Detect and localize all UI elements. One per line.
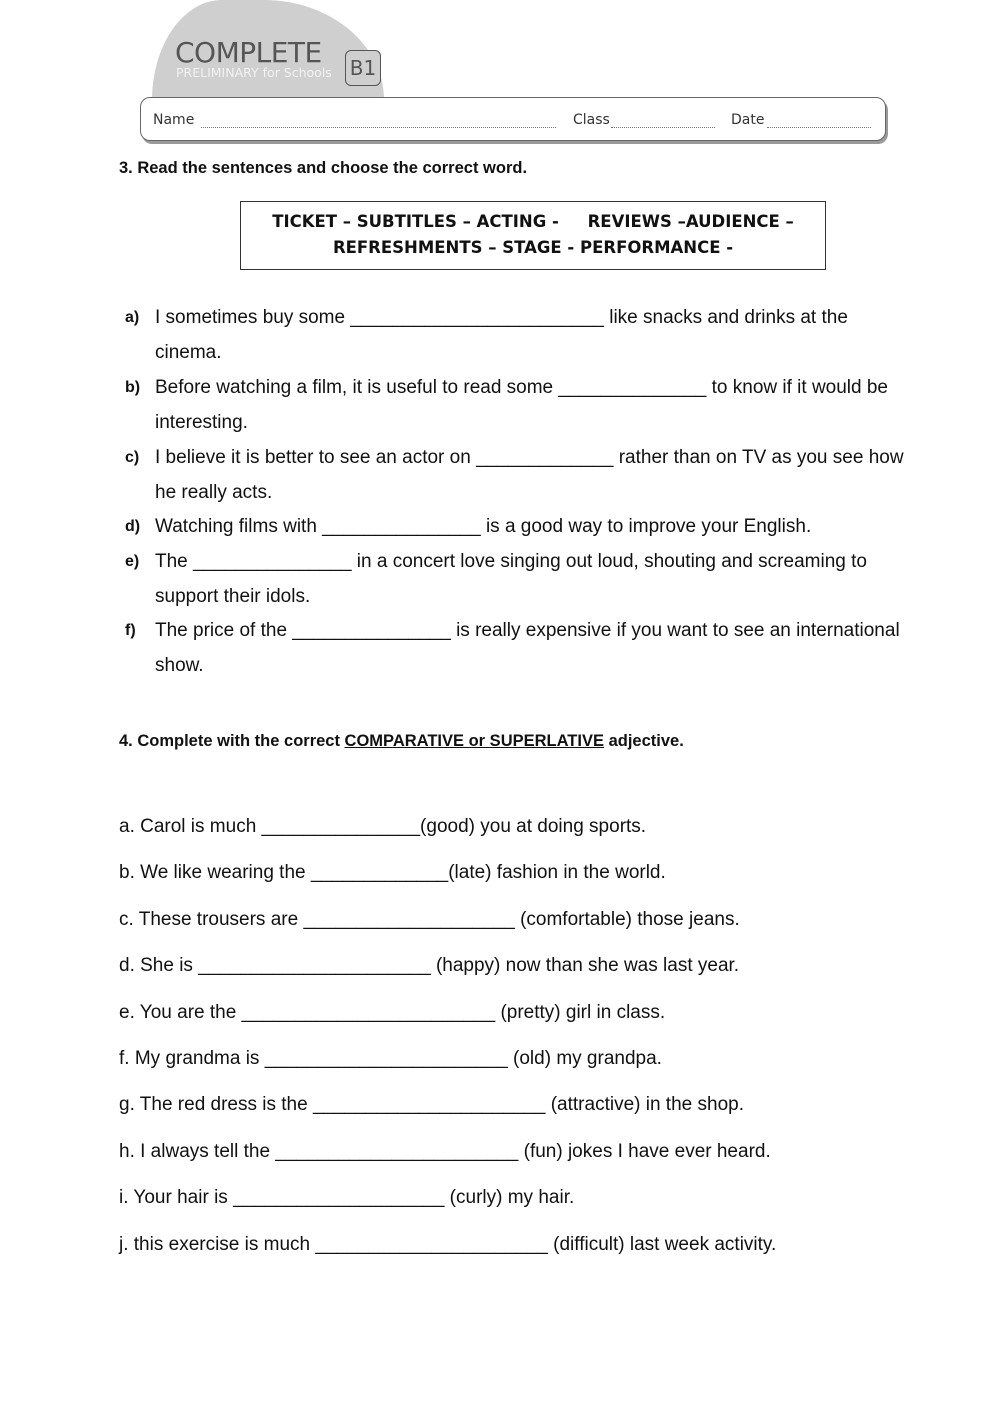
exercise3-item — [125, 544, 965, 614]
date-label: Date — [731, 112, 765, 128]
item-line-1: The price of the _______________ is really expensive if you want to see an international — [155, 620, 900, 641]
word-bank — [240, 201, 826, 270]
item-label: b) — [125, 379, 141, 396]
exercise4-item: g. The red dress is the ______________________ (attractive) in the shop. — [119, 1094, 744, 1115]
exercise3-item — [125, 613, 965, 683]
logo-subtitle: PRELIMINARY for Schools — [176, 65, 332, 80]
item-label: c) — [125, 449, 140, 466]
exercise4-item: a. Carol is much _______________(good) you at doing sports. — [119, 816, 647, 837]
item-label: e) — [125, 553, 140, 570]
exercise4-item: f. My grandma is _______________________ (old) my grandpa. — [119, 1048, 662, 1069]
section4-title-pre: 4. Complete with the correct — [119, 732, 345, 750]
item-line-2: support their idols. — [155, 586, 311, 607]
item-line-2: interesting. — [155, 412, 248, 433]
exercise4-item: c. These trousers are ____________________ (comfortable) those jeans. — [119, 909, 740, 930]
item-line-1: I sometimes buy some ________________________ like snacks and drinks at the — [155, 307, 848, 328]
name-label: Name — [153, 112, 195, 128]
item-line-2: show. — [155, 655, 204, 676]
item-line-2: cinema. — [155, 342, 222, 363]
item-line-2: he really acts. — [155, 482, 273, 503]
item-label: d) — [125, 518, 141, 535]
exercise4-item: h. I always tell the _______________________ (fun) jokes I have ever heard. — [119, 1141, 771, 1162]
student-info-bar — [140, 97, 886, 141]
item-line-1: The _______________ in a concert love singing out loud, shouting and screaming to — [155, 551, 867, 572]
exercise4-item: b. We like wearing the _____________(late) fashion in the world. — [119, 862, 666, 883]
item-line-1: I believe it is better to see an actor on _____________ rather than on TV as you see how — [155, 447, 904, 468]
date-field[interactable] — [767, 127, 871, 128]
logo-brand: COMPLETE — [175, 36, 322, 69]
class-field[interactable] — [611, 127, 715, 128]
exercise4-item: e. You are the ________________________ (pretty) girl in class. — [119, 1002, 666, 1023]
name-field[interactable] — [201, 127, 556, 128]
exercise4-item: j. this exercise is much ______________________ (difficult) last week activity. — [119, 1234, 777, 1255]
section4-title — [119, 732, 684, 751]
item-label: a) — [125, 309, 140, 326]
word-bank-line-1: TICKET – SUBTITLES – ACTING - REVIEWS –AUDIENCE – — [272, 212, 794, 231]
section4-title-emphasis: COMPARATIVE or SUPERLATIVE — [344, 732, 604, 750]
exercise3-item — [125, 370, 965, 440]
exercise4-item: d. She is ______________________ (happy) now than she was last year. — [119, 955, 740, 976]
word-bank-line-2: REFRESHMENTS – STAGE - PERFORMANCE - — [332, 238, 734, 257]
exercise3-item — [125, 300, 965, 370]
section4-title-post: adjective. — [603, 732, 684, 750]
logo-level-badge: B1 — [345, 50, 381, 86]
exercise3-item — [125, 440, 965, 510]
class-label: Class — [573, 112, 610, 128]
section3-title: 3. Read the sentences and choose the correct word. — [119, 159, 528, 177]
exercise3-item — [125, 509, 965, 544]
exercise4-item: i. Your hair is ____________________ (curly) my hair. — [119, 1187, 575, 1208]
item-label: f) — [125, 622, 136, 639]
item-line-1: Before watching a film, it is useful to read some ______________ to know if it would be — [155, 377, 888, 398]
item-line-1: Watching films with _______________ is a good way to improve your English. — [155, 516, 812, 537]
